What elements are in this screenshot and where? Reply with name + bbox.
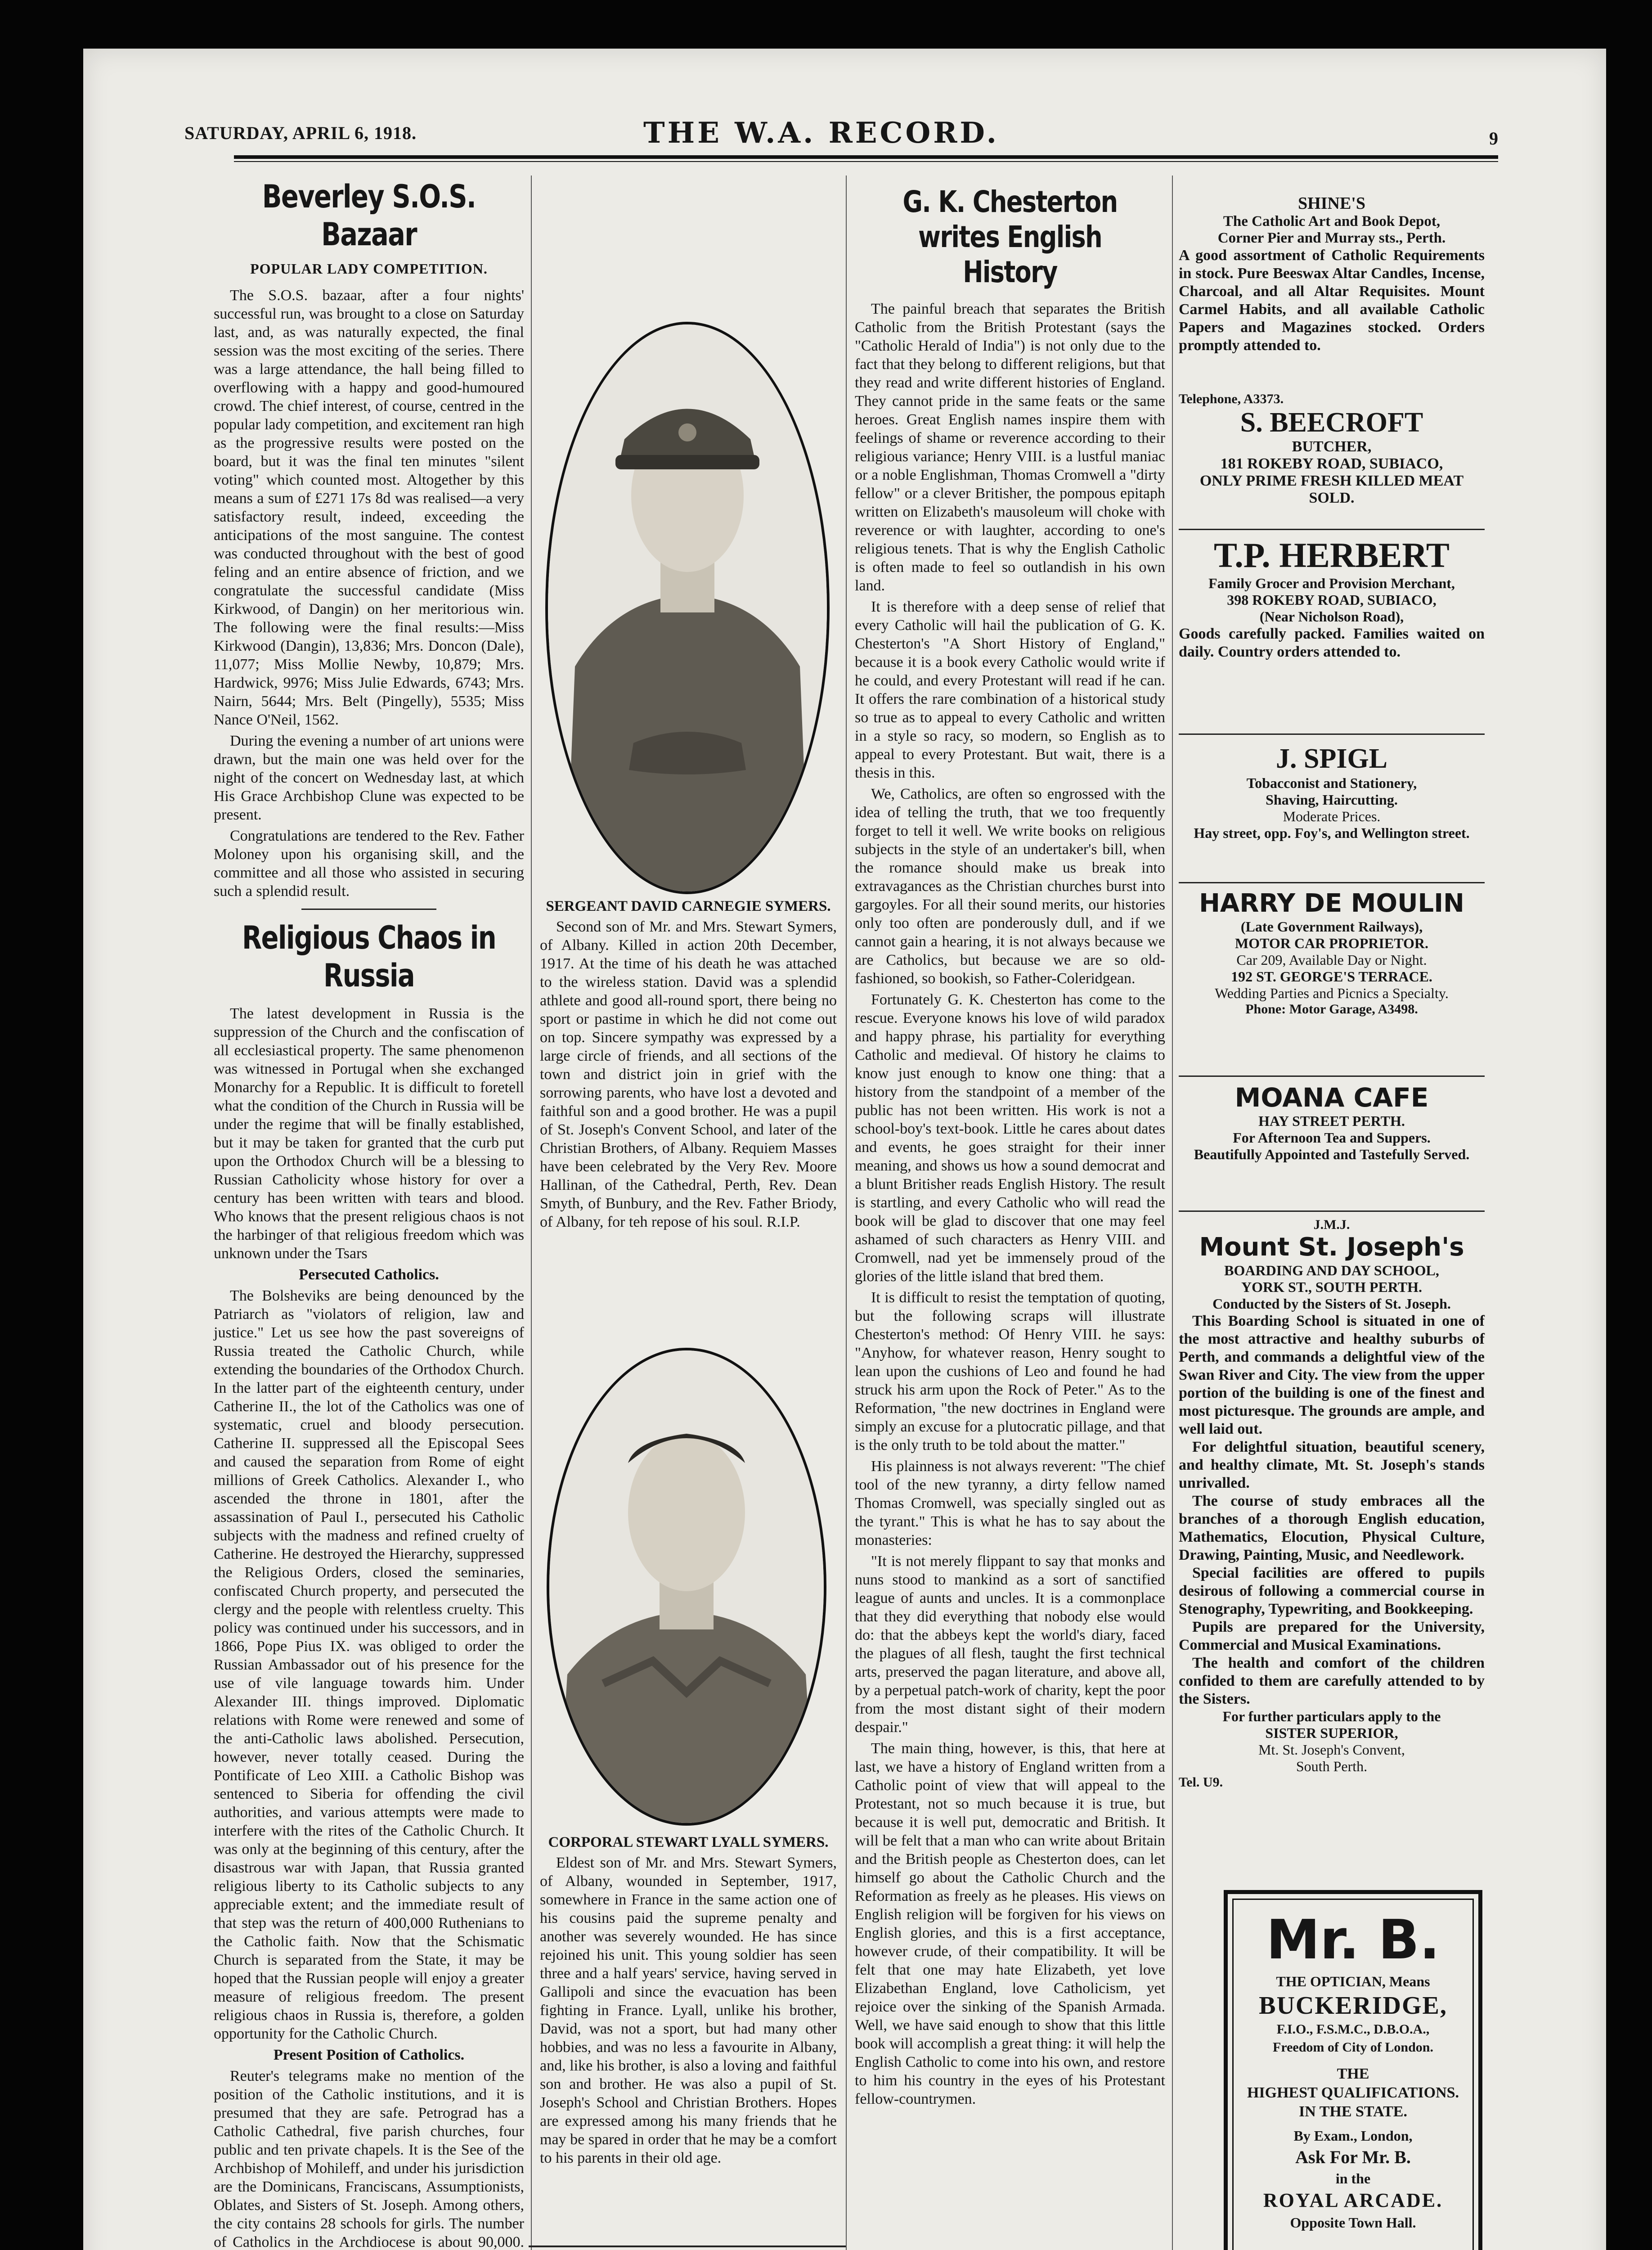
ad-line: (Near Nicholson Road),: [1259, 608, 1404, 625]
ad-rule: [1179, 882, 1485, 883]
ad-paragraph: The health and comfort of the children confided to them are carefully attended to by the Sisters.: [1179, 1655, 1485, 1707]
ad-line: Conducted by the Sisters of St. Joseph.: [1212, 1296, 1451, 1312]
ad-name: T.P. HERBERT: [1214, 536, 1450, 575]
ad-name: Mount St. Joseph's: [1199, 1233, 1464, 1262]
ad-herbert: [1179, 536, 1485, 661]
ad-line: ONLY PRIME FRESH KILLED MEAT SOLD.: [1199, 472, 1464, 506]
ad-rule: [1179, 734, 1485, 735]
column-divider: [531, 176, 532, 2250]
ad-name: S. BEECROFT: [1240, 407, 1423, 438]
ad-moana-cafe: [1179, 1082, 1485, 1163]
ad-telephone: Telephone, A3373.: [1179, 392, 1284, 406]
ad-text: Goods carefully packed. Families waited on daily. Country orders attended to.: [1179, 626, 1485, 660]
column-2-top: [540, 178, 837, 898]
ad-line: Shaving, Haircutting.: [1266, 792, 1398, 808]
chesterton-paragraph: Fortunately G. K. Chesterton has come to the rescue. Everyone knows his love of wild paradox and happy phrase, his partiality for everything Catholic and medieval. Of history he claims to know just enough to know one thing: that a history from the standpoint of a member of the public has not been written. His work is not a school-boy's text-book. Little he cares about dates and events, he goes straight for their inner meaning, and shows us how a sound democrat and a blunt Britisher reads English History. The result is startling, and every Catholic who will read the book will be glad to discover that one may feel ashamed of such characters as Henry VIII. and Cromwell, nad yet be immensely proud of the glories of the little island that bred them.: [855, 991, 1165, 1285]
soldier2-bio: Eldest son of Mr. and Mrs. Stewart Symers, of Albany, wounded in September, 1917, somewhere in France in the same action one of his cousins paid the supreme penalty and another was severely wounded. He has since rejoined his unit. This young soldier has seen three and a half years' service, having served in Gallipoli and since the evacuation has been fighting in France. Lyall, unlike his brother, David, was not a sport, but had many other hobbies, and was no less a favourite in Albany, and, like his brother, is also a loving and faithful son and brother. He was also a pupil of St. Joseph's School and Christian Brothers. Hopes are expressed among his many friends that he may be spared in order that he may be a comfort to his parents in their old age.: [540, 1854, 837, 2166]
ad-paragraph: For delightful situation, beautiful scenery, and healthy climate, Mt. St. Joseph's stands unrivalled.: [1179, 1439, 1485, 1491]
issue-date: SATURDAY, APRIL 6, 1918.: [184, 123, 417, 143]
ad-line: BOARDING AND DAY SCHOOL,: [1224, 1262, 1439, 1278]
ad-line: Tobacconist and Stationery,: [1246, 775, 1417, 791]
ad-name: MOANA CAFE: [1235, 1082, 1429, 1113]
ad-mr-b-box: [1224, 1890, 1482, 2250]
page-number: 9: [1489, 128, 1498, 148]
ad-paragraph: This Boarding School is situated in one of the most attractive and healthy suburbs of Perth, and commands a delightful view of the Swan River and City. The view from the upper portion of the building is one of the finest and most picturesque. The grounds are ample, and well laid out.: [1179, 1313, 1485, 1437]
ad-rule: [1179, 1210, 1485, 1212]
chesterton-headline: G. K. Chesterton writes English History: [902, 184, 1118, 289]
masthead-rule-thin: [234, 161, 1498, 162]
soldier-portrait-image: [549, 1350, 824, 1823]
bazaar-paragraph: Congratulations are tendered to the Rev. Father Moloney upon his organising skill, and the committee and all those who assisted in securing such a splendid result.: [214, 828, 524, 900]
ad-name: J. SPIGL: [1275, 743, 1388, 774]
column-divider: [1172, 176, 1173, 2250]
ad-line: 398 ROKEBY ROAD, SUBIACO,: [1227, 592, 1437, 608]
bazaar-paragraph: The S.O.S. bazaar, after a four nights' successful run, was brought to a close on Saturday last, and, as was naturally expected, the final session was the most exciting of the series. There was a large attendance, the hall being filled to overflowing with a happy and good-humoured crowd. The chief interest, of course, centred in the popular lady competition, and excitement ran high as the progressive results were posted on the board, but it was the final ten minutes "silent voting" which counted most. Altogether by this means a sum of £271 17s 8d was realised—a very satisfactory result, indeed, exceeding the anticipations of the most sanguine. The contest was conducted throughout with the best of good feling and an entire absence of friction, and we congratulate the successful candidate (Miss Kirkwood, of Dangin) on her meritorious win. The following were the final results:—Miss Kirkwood (Dangin), 13,836; Mrs. Doncon (Dale), 11,077; Miss Mollie Newby, 10,879; Mrs. Hardwick, 9976; Miss Julie Edwards, 6743; Mrs. Nairn, 5644; Mrs. Belt (Pingelly), 5535; Miss Nance O'Neil, 1562.: [214, 287, 524, 728]
portrait-caption: SERGEANT DAVID CARNEGIE SYMERS.: [546, 898, 831, 914]
ad-paragraph: The course of study embraces all the branches of a thorough English education, Mathematics, Elocution, Physical Culture, Drawing, Painting, Music, and Needlework.: [1179, 1493, 1485, 1563]
ad-line: Freedom of City of London.: [1273, 2040, 1433, 2055]
ad-line: Moderate Prices.: [1283, 808, 1381, 824]
ad-line: Mt. St. Joseph's Convent,: [1258, 1742, 1405, 1758]
ad-line: 181 ROKEBY ROAD, SUBIACO,: [1220, 455, 1443, 472]
russia-paragraph: Reuter's telegrams make no mention of the position of the Catholic institutions, and it is presumed that they are safe. Petrograd has a Catholic Cathedral, five parish churches, four public and ten private chapels. It is the See of the Archbishop of Mohileff, and under his jurisdiction are the Dominicans, Franciscans, Assumptionists, Oblates, and Sisters of St. Joseph. Among others, the city contains 28 schools for girls. The number of Catholics in the Archdiocese is about 90,000.: [214, 2068, 524, 2250]
russia-paragraph: The latest development in Russia is the suppression of the Church and the confiscation of all ecclesiastical property. The same phenomenon was witnessed in Portugal when she exchanged Monarchy for a Republic. It is difficult to foretell what the condition of the Church in Russia will be under the regime that will be finally established, but it may be taken for granted that the curb put upon the Orthodox Church will be a blessing to Russian Catholicity whose history for over a century has been written with tears and blood. Who knows that the present religious chaos is not the harbinger of that religious freedom which was unknown under the Tsars: [214, 1005, 524, 1262]
ad-de-moulin: [1179, 889, 1485, 1017]
ad-line: For Afternoon Tea and Suppers.: [1233, 1130, 1431, 1146]
ad-line: BUCKERIDGE,: [1259, 1992, 1447, 2020]
newspaper-title: THE W.A. RECORD.: [643, 116, 999, 150]
ad-line: Car 209, Available Day or Night.: [1236, 952, 1427, 968]
russia-subheading: Present Position of Catholics.: [273, 2047, 465, 2063]
masthead-rule: [234, 155, 1498, 159]
ad-line: SISTER SUPERIOR,: [1265, 1725, 1398, 1741]
ad-line: Ask For Mr. B.: [1295, 2147, 1411, 2167]
ad-line: 192 ST. GEORGE'S TERRACE.: [1231, 968, 1432, 985]
bazaar-headline: Beverley S.O.S. Bazaar: [262, 178, 476, 253]
column-3: [855, 184, 1165, 2111]
chesterton-paragraph: His plainness is not always reverent: "The chief tool of the new tyranny, a dirty fellow named Thomas Cromwell, was specially singled out as the tyrant." This is what he has to say about the monasteries:: [855, 1458, 1165, 1548]
ad-line: Beautifully Appointed and Tastefully Served.: [1194, 1146, 1470, 1162]
ad-line: J.M.J.: [1313, 1217, 1350, 1232]
ad-line: By Exam., London,: [1293, 2128, 1413, 2144]
chesterton-paragraph: The main thing, however, is this, that here at last, we have a history of England written from a Catholic point of view that will appeal to the Protestant, not so much because it is true, but because it is well put, democratic and British. It will be felt that a man who can write about Britain and the British people as Chesterton does, can let himself go about the Catholic Church and the Reformation as freely as he pleases. His views on English religion will be forgiven for his views on English glories, and this is a first acceptance, however crude, of their compatibility. It will be felt that one may hate Elizabeth, yet love Elizabethan England, love Catholicism, yet rejoice over the sinking of the Spanish Armada. Well, we have said enough to show that this little book will accomplish a great thing: it will help the English Catholic to come into his own, and restore to him his country in the eyes of his Protestant fellow-countrymen.: [855, 1740, 1165, 2107]
russia-subheading: Persecuted Catholics.: [299, 1266, 439, 1283]
ad-rule: [1179, 529, 1485, 530]
ad-beecroft: [1179, 392, 1485, 507]
portrait-corporal-stewart-symers: [547, 1348, 826, 1826]
russia-paragraph: The Bolsheviks are being denounced by the Patriarch as "violators of religion, law and justice." Let us see how the past sovereigns of Russia treated the Catholic Church, while extending the boundaries of the Orthodox Church. In the latter part of the eighteenth century, under Catherine II., the lot of the Catholics was one of systematic, cruel and bloody persecution. Catherine II. suppressed all the Episcopal Sees and caused the separation from Rome of eight millions of Greek Catholics. Alexander I., who ascended the throne in 1801, after the assassination of Paul I., persecuted his Catholic subjects with the madness and refined cruelty of Catherine. He destroyed the Hierarchy, suppressed the Religious Orders, closed the seminaries, confiscated Church property, and persecuted the clergy and the people with relentless cruelty. This policy was continued under his successors, and in 1866, Pope Pius IX. was obliged to order the Russian Ambassador out of his presence for the use of vile language towards him. Under Alexander III. things improved. Diplomatic relations with Rome were renewed and some of the anti-Catholic laws abolished. Persecution, however, never totally ceased. During the Pontificate of Leo XIII. a Catholic Bishop was sentenced to Siberia for offending the civil authorities, and various attempts were made to interfere with the rites of the Catholic Church. It was only at the beginning of this century, after the disastrous war with Japan, that Russia granted religious liberty to its Catholic subjects to any appreciable extent; and the immediate result of that step was the return of 400,000 Ruthenians to the Catholic faith. Now that the Schismatic Church is separated from the State, it may be hoped that the Russian people will enjoy a greater measure of religious freedom. The present religious chaos in Russia is, therefore, a golden opportunity for the Catholic Church.: [214, 1287, 524, 2042]
ad-line: YORK ST., SOUTH PERTH.: [1241, 1279, 1422, 1295]
ad-body: [1179, 1312, 1485, 1708]
ad-line: HIGHEST QUALIFICATIONS.: [1247, 2084, 1459, 2101]
ad-mount-st-josephs: [1179, 1217, 1485, 1790]
column-divider: [846, 176, 847, 2250]
ad-line: HAY STREET PERTH.: [1258, 1113, 1405, 1129]
ad-shines: [1179, 194, 1485, 355]
ad-line: Hay street, opp. Foy's, and Wellington street.: [1194, 825, 1470, 841]
ad-line: South Perth.: [1296, 1758, 1368, 1774]
ad-line: in the: [1335, 2170, 1371, 2187]
ad-line: F.I.O., F.S.M.C., D.B.O.A.,: [1276, 2022, 1430, 2037]
ad-line: IN THE STATE.: [1299, 2103, 1407, 2120]
ad-line: BUTCHER,: [1292, 438, 1372, 455]
chesterton-paragraph: The painful breach that separates the British Catholic from the British Protestant (says the "Catholic Herald of India") is not only due to the fact that they belong to different religions, but that they read and write different histories of England. They cannot pride in the same feats or the same heroes. Great English names inspire them with feelings of shame or reverence according to their religious variance; Henry VIII. is a lustful maniac or a noble Englishman, Thomas Cromwell a "dirty fellow" or a clever Britisher, the pompous epitaph written on Elizabeth's mausoleum will choke with reverence or with laughter, according to one's religious tenets. That is why the English Catholic is often made to feel so outlandish in his own land.: [855, 301, 1165, 594]
ad-spigl: [1179, 742, 1485, 842]
ad-line: Phone: Motor Garage, A3498.: [1245, 1002, 1418, 1017]
ad-name: Mr. B.: [1266, 1909, 1440, 1971]
ad-name: HARRY DE MOULIN: [1199, 889, 1464, 918]
ad-line: ROYAL ARCADE.: [1263, 2189, 1443, 2211]
ad-rule: [1179, 1076, 1485, 1077]
soldier1-block: [540, 898, 837, 1234]
ad-line: Corner Pier and Murray sts., Perth.: [1217, 230, 1446, 246]
ad-line: MOTOR CAR PROPRIETOR.: [1235, 935, 1428, 951]
chesterton-paragraph: We, Catholics, are often so engrossed with the idea of telling the truth, that we too frequently forget to tell it well. We write books on religious subjects in the style of an undertaker's bill, when the romance should make us break into extravagances as the Christian churches burst into gargoyles. For all their sound merits, our histories only too often are ponderously dull, and if we cannot gain a hearing, it is not always because we are Catholics, but because we are so old-fashioned, so bookish, so Father-Coleridgean.: [855, 786, 1165, 987]
ad-line: THE: [1337, 2066, 1369, 2082]
ad-line: For further particulars apply to the: [1222, 1708, 1441, 1724]
column-1: [214, 178, 524, 2250]
portrait-caption: CORPORAL STEWART LYALL SYMERS.: [548, 1834, 829, 1850]
ad-line: (Late Government Railways),: [1240, 918, 1423, 935]
ad-text: A good assortment of Catholic Requirements in stock. Pure Beeswax Altar Candles, Incense, Charcoal, and all Altar Requisites. Mount Carmel Habits, and all available Catholic Papers and Magazines stocked. Orders promptly attended to.: [1179, 247, 1485, 354]
ad-telephone: Tel. U9.: [1179, 1775, 1223, 1790]
soldier2-block: [540, 1834, 837, 2170]
russia-headline: Religious Chaos in Russia: [242, 919, 496, 994]
ad-paragraph: Special facilities are offered to pupils desirous of following a commercial course in Stenography, Typewriting, and Bookkeeping.: [1179, 1565, 1485, 1617]
chesterton-quote: "It is not merely flippant to say that monks and nuns stood to mankind as a sort of sanctified league of aunts and uncles. It is a commonplace that they did everything that nobody else would do: that the abbeys kept the world's diary, faced the plagues of all flesh, taught the first technical arts, preserved the pagan literature, and above all, by a perpetual patch-work of charity, kept the poor from the most distant sight of their modern despair.": [855, 1553, 1165, 1736]
article-separator: [301, 909, 436, 910]
ad-line: THE OPTICIAN, Means: [1276, 1973, 1430, 1989]
ad-paragraph: Pupils are prepared for the University, Commercial and Musical Examinations.: [1179, 1619, 1485, 1653]
ad-line: Wedding Parties and Picnics a Specialty.: [1215, 985, 1449, 1001]
ad-line: The Catholic Art and Book Depot,: [1223, 213, 1441, 230]
ad-line: Opposite Town Hall.: [1290, 2214, 1416, 2231]
chesterton-paragraph: It is difficult to resist the temptation of quoting, but the following scraps will illustrate Chesterton's method: Of Henry VIII. he says: "Anyhow, for whatever reason, Henry sought to lean upon the cushions of Leo and found he had struck his arm upon the Rock of Peter." As to the Reformation, "the new doctrines in England were simply an excuse for a plutocratic pillage, and that is the only truth to be told about the matter.": [855, 1289, 1165, 1454]
ad-name: SHINE'S: [1298, 194, 1365, 213]
ad-line: Family Grocer and Provision Merchant,: [1208, 575, 1455, 591]
bazaar-subheadline: POPULAR LADY COMPETITION.: [250, 261, 488, 277]
ad-rule: [529, 2246, 846, 2247]
soldier1-bio: Second son of Mr. and Mrs. Stewart Symers, of Albany. Killed in action 20th December, 1917. At the time of his death he was attached to the wireless station. David was a splendid athlete and good all-round sport, there being no sport or pastime in which he did not come out on top. Sincere sympathy was expressed by a large circle of friends, and all sections of the town and district join in grief with the sorrowing parents, who have lost a devoted and faithful son and a good brother. He was a pupil of St. Joseph's Convent School, and later of the Christian Brothers, of Albany. Requiem Masses have been celebrated by the Very Rev. Moore Hallinan, of the Cathedral, Perth, Rev. Dean Smyth, of Bunbury, and the Rev. Father Briody, of Albany, for teh repose of his soul. R.I.P.: [540, 918, 837, 1230]
bazaar-paragraph: During the evening a number of art unions were drawn, but the main one was held over for the night of the concert on Wednesday last, at which His Grace Archbishop Clune was expected to be present.: [214, 733, 524, 823]
chesterton-paragraph: It is therefore with a deep sense of relief that every Catholic will hail the publication of G. K. Chesterton's "A Short History of England," because it is a book every Catholic would write if he could, and every Protestant will read if he can. It offers the rare combination of a historical study so true as to appeal to every Catholic and written in a style so racy, so modern, so English as to appeal to every Protestant. But wait, there is a thesis in this.: [855, 598, 1165, 781]
